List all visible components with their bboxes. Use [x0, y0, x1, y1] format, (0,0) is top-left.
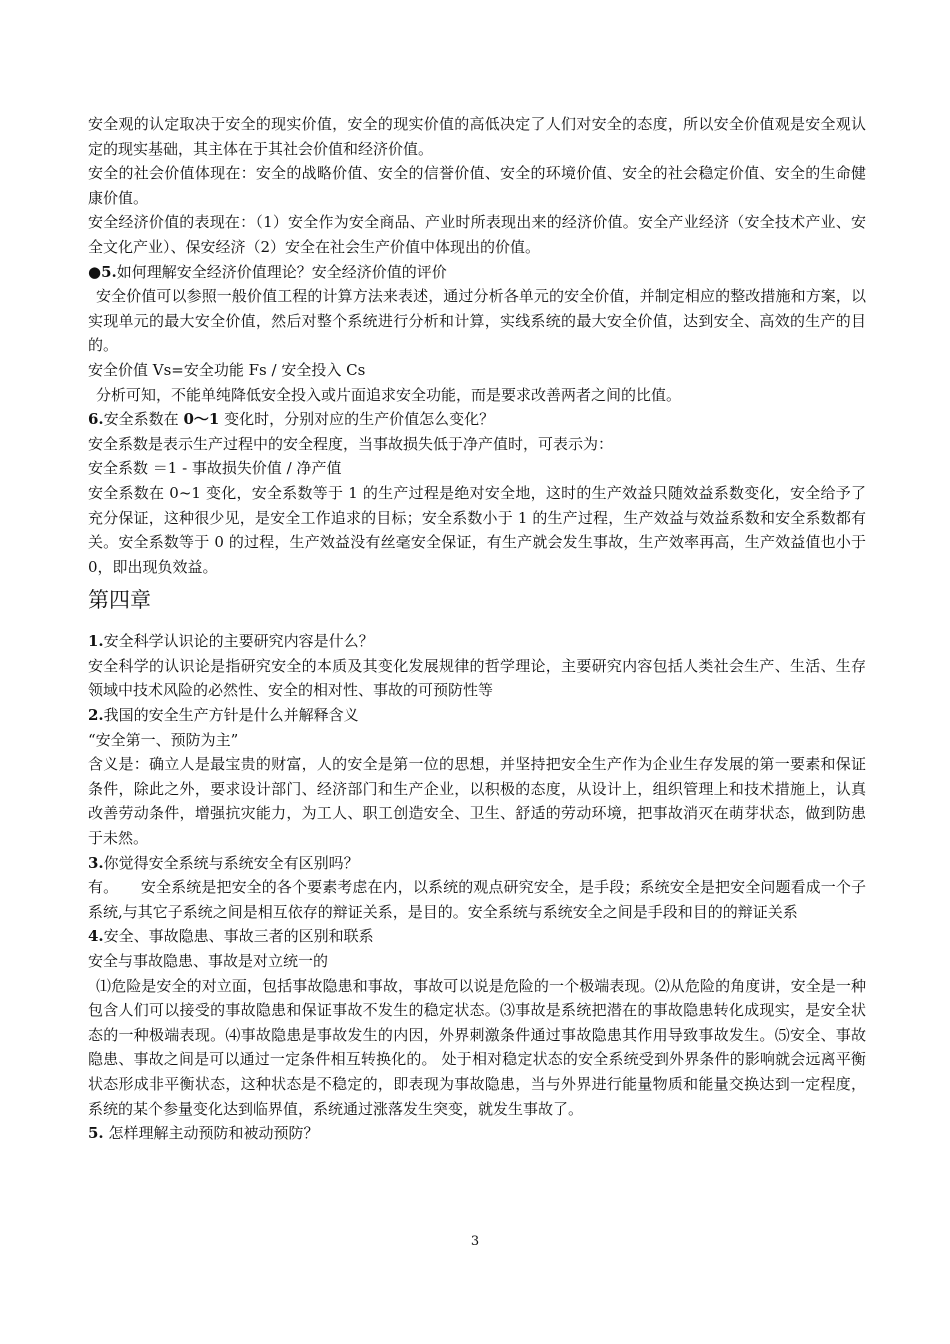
ch4-answer-2-quote: “安全第一、预防为主” — [88, 730, 239, 749]
question-6-heading — [88, 407, 866, 432]
ch4-question-3 — [88, 851, 866, 876]
question-6-range: 0～1 — [183, 410, 220, 429]
ch4-answer-4-intro: 安全与事故隐患、事故是对立统一的 — [88, 952, 329, 970]
ch4-question-2-text: 我国的安全生产方针是什么并解释含义 — [103, 706, 359, 725]
question-6-answer-intro: 安全系数是表示生产过程中的安全程度，当事故损失低于净产值时，可表示为： — [88, 434, 614, 453]
chapter-heading: 第四章 — [88, 588, 151, 613]
ch4-question-5 — [88, 1121, 866, 1146]
ch4-answer-3: 有。 安全系统是把安全的各个要素考虑在内，以系统的观点研究安全，是手段；系统安全是把安全问题看成一个子系统,与其它子系统之间是相互依存的辩证关系，是目的。安全系统与系统安全之间是手段和目的的辩证关系 — [88, 878, 866, 921]
safety-value-formula: 安全价值 Vs=安全功能 Fs / 安全投入 Cs — [88, 360, 366, 379]
paragraph-social-value: 安全的社会价值体现在：安全的战略价值、安全的信誉价值、安全的环境价值、安全的社会稳定价值、安全的生命健康价值。 — [88, 164, 866, 207]
paragraph-safety-view: 安全观的认定取决于安全的现实价值，安全的现实价值的高低决定了人们对安全的态度，所以安全价值观是安全观认定的现实基础，其主体在于其社会价值和经济价值。 — [88, 115, 866, 158]
ch4-question-1-text: 安全科学认识论的主要研究内容是什么？ — [103, 632, 374, 651]
document-page — [88, 112, 866, 1146]
ch4-question-1 — [88, 629, 866, 654]
ch4-question-3-number: 3. — [88, 853, 104, 872]
question-5-bullet: ●5. — [88, 262, 117, 281]
safety-coefficient-formula: 安全系数 ＝1 - 事故损失价值 / 净产值 — [88, 459, 342, 478]
question-6-text-b: 变化时，分别对应的生产价值怎么变化？ — [219, 410, 495, 429]
paragraph-economic-value: 安全经济价值的表现在：（1）安全作为安全商品、产业时所表现出来的经济价值。安全产业经济（安全技术产业、安全文化产业）、保安经济（2）安全在社会生产价值中体现出的价值。 — [88, 213, 866, 256]
ch4-question-4 — [88, 924, 866, 949]
ch4-question-5-text: 怎样理解主动预防和被动预防？ — [103, 1124, 319, 1143]
question-5-text: 如何理解安全经济价值理论？安全经济价值的评价 — [116, 262, 447, 281]
question-5-heading — [88, 260, 866, 285]
ch4-question-5-number: 5. — [88, 1124, 104, 1143]
ch4-question-3-text: 你觉得安全系统与系统安全有区别吗？ — [103, 853, 359, 872]
question-6-text-a: 安全系数在 — [103, 410, 184, 429]
ch4-question-4-text: 安全、事故隐患、事故三者的区别和联系 — [103, 927, 374, 946]
question-5-answer: 安全价值可以参照一般价值工程的计算方法来表述，通过分析各单元的安全价值，并制定相应的整改措施和方案，以实现单元的最大安全价值，然后对整个系统进行分析和计算，实线系统的最大安全价值，达到安全、高效的生产的目的。 — [88, 287, 866, 355]
question-5-analysis: 分析可知，不能单纯降低安全投入或片面追求安全功能，而是要求改善两者之间的比值。 — [96, 385, 682, 404]
ch4-question-1-number: 1. — [88, 632, 104, 651]
question-6-number: 6. — [88, 410, 104, 429]
question-6-answer: 安全系数在 0~1 变化，安全系数等于 1 的生产过程是绝对安全地，这时的生产效益只随效益系数变化，安全给予了充分保证，这种很少见，是安全工作追求的目标；安全系数小于 1 的生产过程，生产效益与效益系数和安全系数都有关。安全系数等于 0 的过程，生产效益没有丝毫安全保证，有生产就会发生事故，生产效率再高，生产效益值也小于 0，即出现负效益。 — [88, 483, 866, 576]
page-number: 3 — [470, 1234, 480, 1249]
ch4-question-4-number: 4. — [88, 927, 104, 946]
ch4-answer-4: ⑴危险是安全的对立面，包括事故隐患和事故，事故可以说是危险的一个极端表现。⑵从危险的角度讲，安全是一种包含人们可以接受的事故隐患和保证事故不发生的稳定状态。⑶事故是系统把潜在的事故隐患转化成现实，是安全状态的一种极端表现。⑷事故隐患是事故发生的内因，外界刺激条件通过事故隐患其作用导致事故发生。⑸安全、事故隐患、事故之间是可以通过一定条件相互转换化的。 处于相对稳定状态的安全系统受到外界条件的影响就会远离平衡状态形成非平衡状态，这种状态是不稳定的，即表现为事故隐患，当与外界进行能量物质和能量交换达到一定程度，系统的某个参量变化达到临界值，系统通过涨落发生突变，就发生事故了。 — [88, 976, 866, 1118]
ch4-question-2-number: 2. — [88, 706, 104, 725]
ch4-answer-2: 含义是：确立人是最宝贵的财富，人的安全是第一位的思想，并坚持把安全生产作为企业生存发展的第一要素和保证条件，除此之外，要求设计部门、经济部门和生产企业，以积极的态度，从设计上，组织管理上和技术措施上，认真改善劳动条件，增强抗灾能力，为工人、职工创造安全、卫生、舒适的劳动环境，把事故消灭在萌芽状态，做到防患于未然。 — [88, 755, 866, 848]
ch4-answer-1: 安全科学的认识论是指研究安全的本质及其变化发展规律的哲学理论，主要研究内容包括人类社会生产、生活、生存领域中技术风险的必然性、安全的相对性、事故的可预防性等 — [88, 656, 866, 700]
ch4-question-2 — [88, 703, 866, 728]
